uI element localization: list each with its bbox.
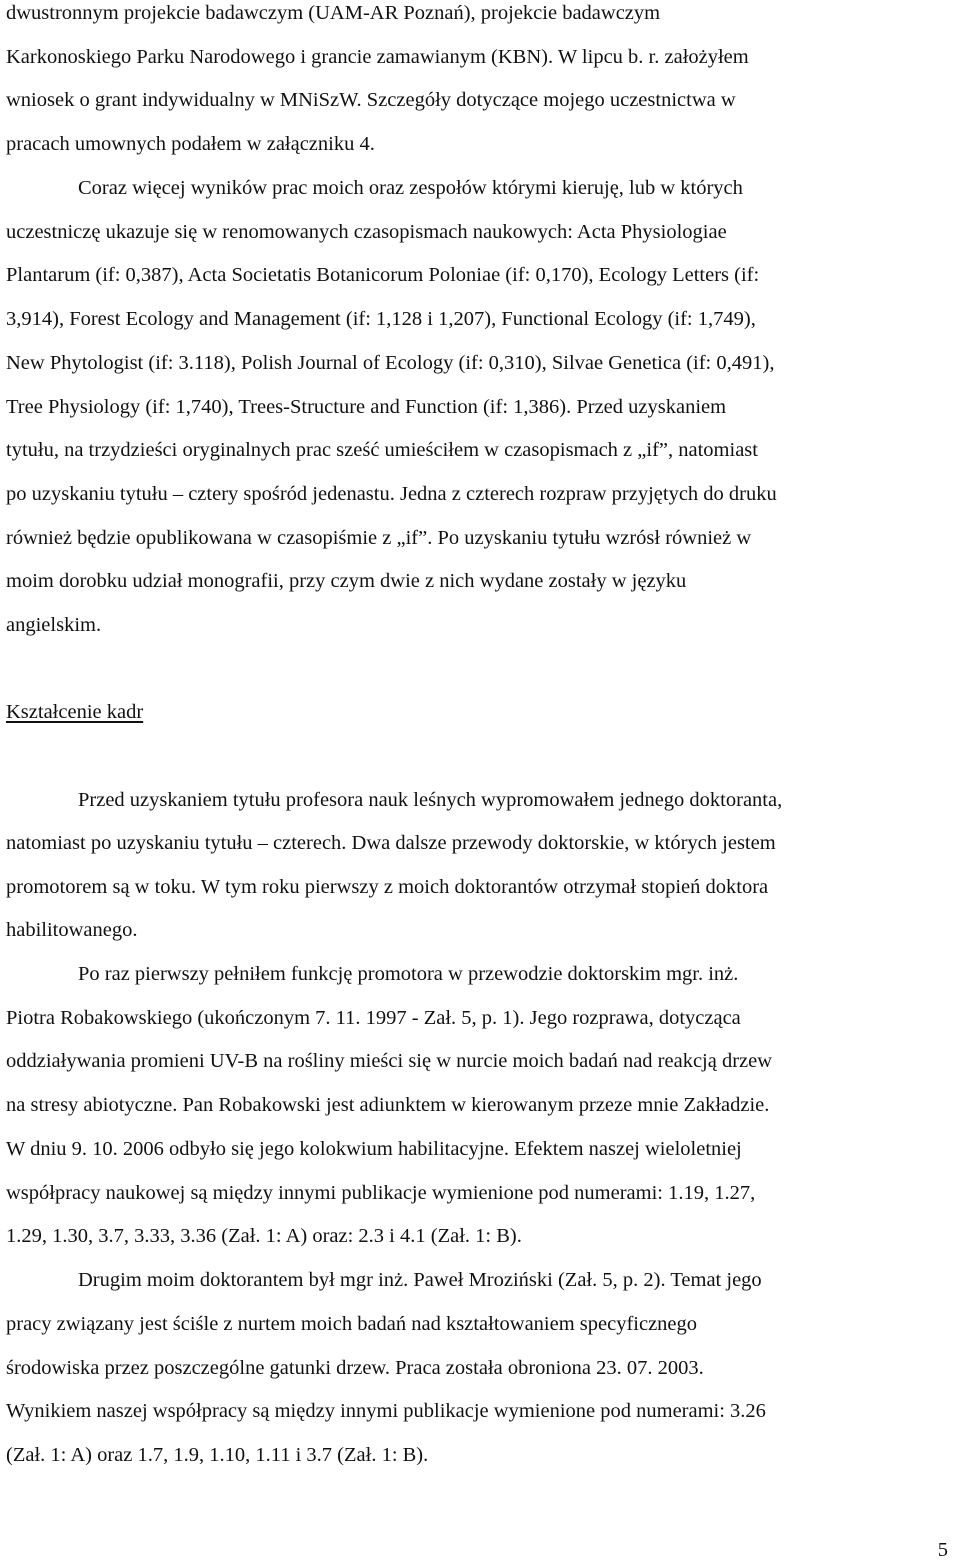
body-line: wniosek o grant indywidualny w MNiSzW. Szczegóły dotyczące mojego uczestnictwa w xyxy=(6,89,736,111)
body-line: promotorem są w toku. W tym roku pierwszy z moich doktorantów otrzymał stopień doktora xyxy=(6,876,769,898)
body-line: na stresy abiotyczne. Pan Robakowski jest adiunktem w kierowanym przeze mnie Zakładzie. xyxy=(6,1094,770,1116)
page-number: 5 xyxy=(937,1539,948,1561)
body-line: po uzyskaniu tytułu – cztery spośród jedenastu. Jedna z czterech rozpraw przyjętych do druku xyxy=(6,483,777,505)
body-line: Piotra Robakowskiego (ukończonym 7. 11. 1997 - Zał. 5, p. 1). Jego rozprawa, dotycząca xyxy=(6,1007,741,1029)
body-line: Plantarum (if: 0,387), Acta Societatis Botanicorum Poloniae (if: 0,170), Ecology Letters (if: xyxy=(6,264,760,286)
body-line: moim dorobku udział monografii, przy czym dwie z nich wydane zostały w języku xyxy=(6,570,687,592)
body-line: tytułu, na trzydzieści oryginalnych prac sześć umieściłem w czasopismach z „if”, natomiast xyxy=(6,439,758,461)
body-line: New Phytologist (if: 3.118), Polish Journal of Ecology (if: 0,310), Silvae Genetica (if: 0,491), xyxy=(6,352,775,374)
body-line: Tree Physiology (if: 1,740), Trees-Structure and Function (if: 1,386). Przed uzyskaniem xyxy=(6,396,727,418)
body-line: W dniu 9. 10. 2006 odbyło się jego kolokwium habilitacyjne. Efektem naszej wieloletniej xyxy=(6,1138,742,1160)
body-line: pracy związany jest ściśle z nurtem moich badań nad kształtowaniem specyficznego xyxy=(6,1313,698,1335)
body-line: Po raz pierwszy pełniłem funkcję promotora w przewodzie doktorskim mgr. inż. xyxy=(78,963,739,985)
body-line: (Zał. 1: A) oraz 1.7, 1.9, 1.10, 1.11 i 3.7 (Zał. 1: B). xyxy=(6,1444,429,1466)
body-line: uczestniczę ukazuje się w renomowanych czasopismach naukowych: Acta Physiologiae xyxy=(6,221,727,243)
body-line: środowiska przez poszczególne gatunki drzew. Praca została obroniona 23. 07. 2003. xyxy=(6,1357,704,1379)
body-line: współpracy naukowej są między innymi publikacje wymienione pod numerami: 1.19, 1.27, xyxy=(6,1182,756,1204)
body-line: natomiast po uzyskaniu tytułu – czterech. Dwa dalsze przewody doktorskie, w których jestem xyxy=(6,832,776,854)
section-heading: Kształcenie kadr xyxy=(6,701,144,723)
body-line: Drugim moim doktorantem był mgr inż. Paweł Mroziński (Zał. 5, p. 2). Temat jego xyxy=(78,1269,762,1291)
body-line: habilitowanego. xyxy=(6,919,138,941)
body-line: również będzie opublikowana w czasopiśmie z „if”. Po uzyskaniu tytułu wzrósł również w xyxy=(6,527,752,549)
body-line: Coraz więcej wyników prac moich oraz zespołów którymi kieruję, lub w których xyxy=(78,177,743,199)
body-line: Karkonoskiego Parku Narodowego i grancie zamawianym (KBN). W lipcu b. r. założyłem xyxy=(6,46,749,68)
body-line: 1.29, 1.30, 3.7, 3.33, 3.36 (Zał. 1: A) oraz: 2.3 i 4.1 (Zał. 1: B). xyxy=(6,1225,522,1247)
body-line: 3,914), Forest Ecology and Management (if: 1,128 i 1,207), Functional Ecology (if: 1,749), xyxy=(6,308,756,330)
body-line: Przed uzyskaniem tytułu profesora nauk leśnych wypromowałem jednego doktoranta, xyxy=(78,789,783,811)
body-line: angielskim. xyxy=(6,614,102,636)
body-line: dwustronnym projekcie badawczym (UAM-AR Poznań), projekcie badawczym xyxy=(6,2,661,24)
body-line: pracach umownych podałem w załączniku 4. xyxy=(6,133,375,155)
body-line: Wynikiem naszej współpracy są między innymi publikacje wymienione pod numerami: 3.26 xyxy=(6,1400,766,1422)
body-line: oddziaływania promieni UV-B na rośliny mieści się w nurcie moich badań nad reakcją drzew xyxy=(6,1050,773,1072)
